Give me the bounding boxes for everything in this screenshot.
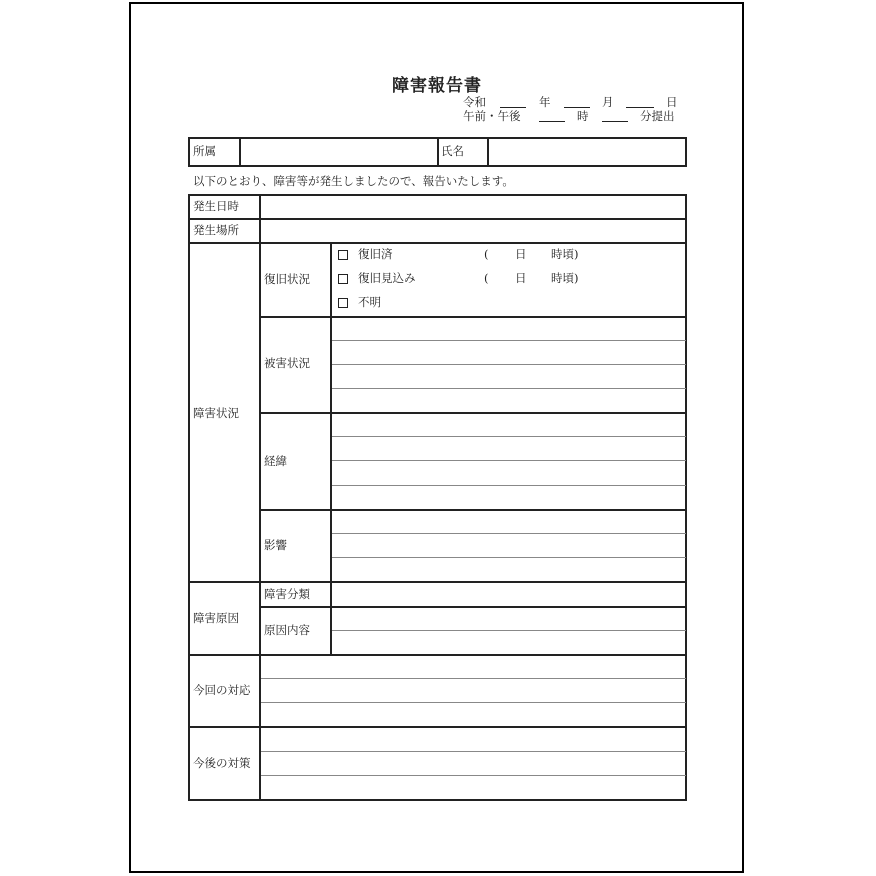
impact-line[interactable] [332, 533, 686, 534]
recovered-checkbox[interactable] [338, 250, 348, 260]
recovery-status-label: 復旧状況 [264, 272, 310, 286]
minute-label: 分提出 [640, 109, 675, 123]
failure-category-label: 障害分類 [264, 587, 310, 601]
unknown-label: 不明 [358, 295, 381, 309]
background-line[interactable] [332, 485, 686, 486]
damage-status-line[interactable] [332, 340, 686, 341]
occurred-datetime-field[interactable] [262, 196, 685, 217]
era-label: 令和 [463, 95, 486, 109]
month-label: 月 [602, 95, 614, 109]
current-response-line[interactable] [261, 678, 686, 679]
recovered-label: 復旧済 [358, 247, 393, 261]
recovered-time: 時頃) [551, 247, 579, 261]
recovered-day: 日 [515, 247, 527, 261]
year-label: 年 [539, 95, 551, 109]
minute-blank[interactable] [602, 121, 628, 122]
damage-status-line[interactable] [332, 364, 686, 365]
name-label: 氏名 [441, 144, 464, 158]
ampm-label: 午前・午後 [463, 109, 521, 123]
day-label: 日 [666, 95, 678, 109]
impact-label: 影響 [264, 538, 287, 552]
report-table [188, 194, 687, 801]
cause-detail-line[interactable] [332, 630, 686, 631]
expected-recovery-checkbox[interactable] [338, 274, 348, 284]
occurred-datetime-label: 発生日時 [193, 199, 239, 213]
occurred-place-label: 発生場所 [193, 223, 239, 237]
year-blank[interactable] [500, 107, 526, 108]
failure-cause-label: 障害原因 [193, 611, 239, 625]
month-blank[interactable] [564, 107, 590, 108]
recovered-paren: ( [484, 247, 489, 261]
affiliation-label: 所属 [193, 144, 216, 158]
hour-label: 時 [577, 109, 589, 123]
failure-category-field[interactable] [333, 584, 685, 605]
future-measures-line[interactable] [261, 775, 686, 776]
expected-recovery-label: 復旧見込み [358, 271, 416, 285]
intro-text: 以下のとおり、障害等が発生しましたので、報告いたします。 [193, 174, 514, 188]
background-line[interactable] [332, 460, 686, 461]
damage-status-line[interactable] [332, 388, 686, 389]
expected-recovery-time: 時頃) [551, 271, 579, 285]
current-response-label: 今回の対応 [193, 683, 251, 697]
occurred-place-field[interactable] [262, 220, 685, 241]
expected-recovery-day: 日 [515, 271, 527, 285]
expected-recovery-paren: ( [484, 271, 489, 285]
current-response-line[interactable] [261, 702, 686, 703]
impact-line[interactable] [332, 557, 686, 558]
hour-blank[interactable] [539, 121, 565, 122]
background-line[interactable] [332, 436, 686, 437]
day-blank[interactable] [626, 107, 654, 108]
background-label: 経緯 [264, 454, 287, 468]
future-measures-label: 今後の対策 [193, 756, 251, 770]
damage-status-label: 被害状況 [264, 356, 310, 370]
page-title: 障害報告書 [392, 76, 482, 96]
unknown-checkbox[interactable] [338, 298, 348, 308]
future-measures-line[interactable] [261, 751, 686, 752]
failure-status-label: 障害状況 [193, 406, 239, 420]
cause-detail-label: 原因内容 [264, 623, 310, 637]
